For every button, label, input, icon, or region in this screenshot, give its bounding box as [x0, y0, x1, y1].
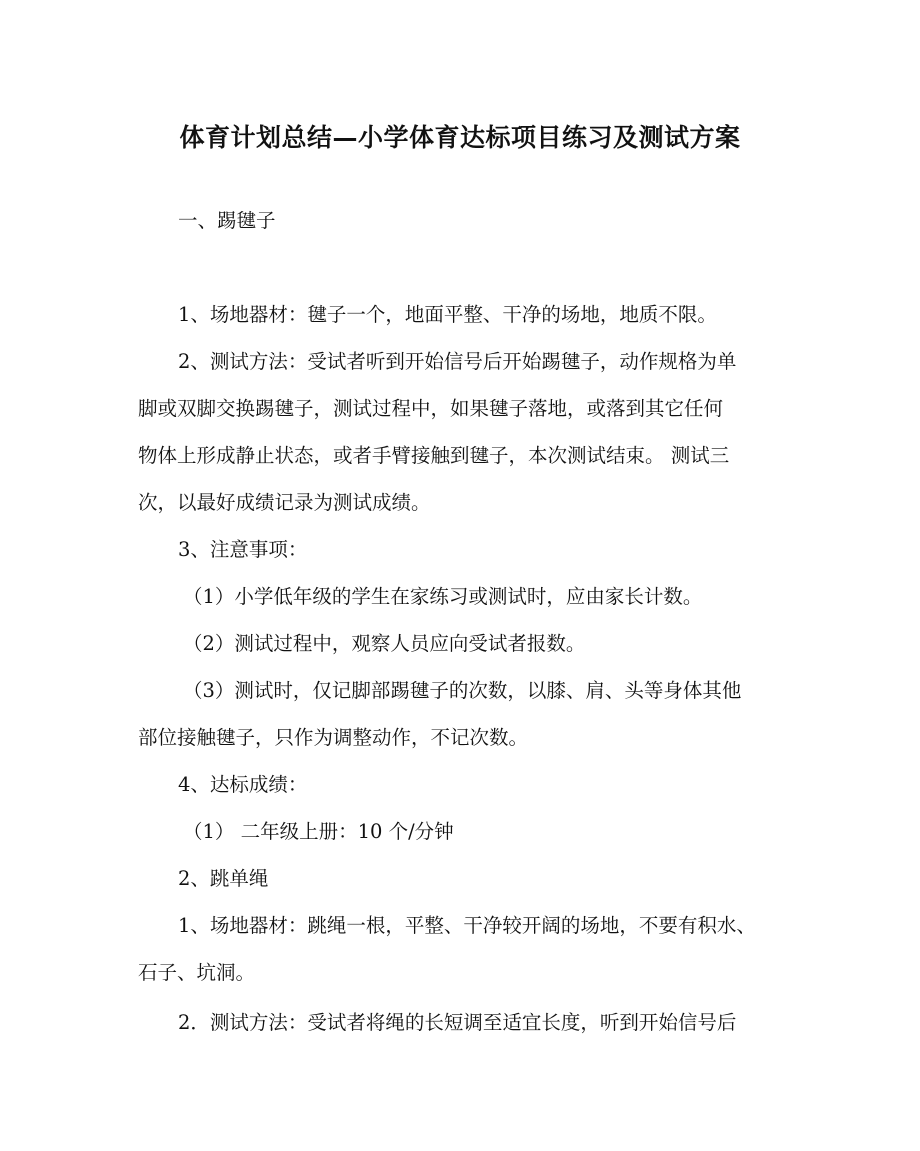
subsection-heading: 4、达标成绩：: [178, 773, 308, 796]
page-title: 体育计划总结—小学体育达标项目练习及测试方案: [179, 123, 741, 152]
paragraph-line: 部位接触毽子，只作为调整动作，不记次数。: [138, 726, 529, 749]
paragraph-line: 1、场地器材：跳绳一根，平整、干净较开阔的场地，不要有积水、: [178, 914, 756, 937]
list-item: （1） 二年级上册：10 个/分钟: [183, 820, 454, 843]
paragraph-line: 石子、坑洞。: [138, 961, 256, 984]
paragraph-line: 1、场地器材：毽子一个，地面平整、干净的场地，地质不限。: [178, 303, 717, 326]
subsection-heading: 3、注意事项：: [178, 538, 308, 561]
paragraph-line: 脚或双脚交换踢毽子，测试过程中，如果毽子落地，或落到其它任何: [138, 397, 724, 420]
list-item: （3）测试时，仅记脚部踢毽子的次数，以膝、肩、头等身体其他: [183, 679, 742, 702]
paragraph-line: 2、测试方法：受试者听到开始信号后开始踢毽子，动作规格为单: [178, 350, 737, 373]
paragraph-line: 物体上形成静止状态，或者手臂接触到毽子，本次测试结束。 测试三: [138, 444, 730, 467]
section-heading-shuttlecock: 一、踢毽子: [178, 209, 276, 232]
list-item: （1）小学低年级的学生在家练习或测试时，应由家长计数。: [183, 585, 703, 608]
section-heading-jump-rope: 2、跳单绳: [178, 867, 269, 890]
paragraph-line: 次，以最好成绩记录为测试成绩。: [138, 491, 431, 514]
list-item: （2）测试过程中，观察人员应向受试者报数。: [183, 632, 586, 655]
paragraph-line: 2．测试方法：受试者将绳的长短调至适宜长度，听到开始信号后: [178, 1011, 737, 1034]
